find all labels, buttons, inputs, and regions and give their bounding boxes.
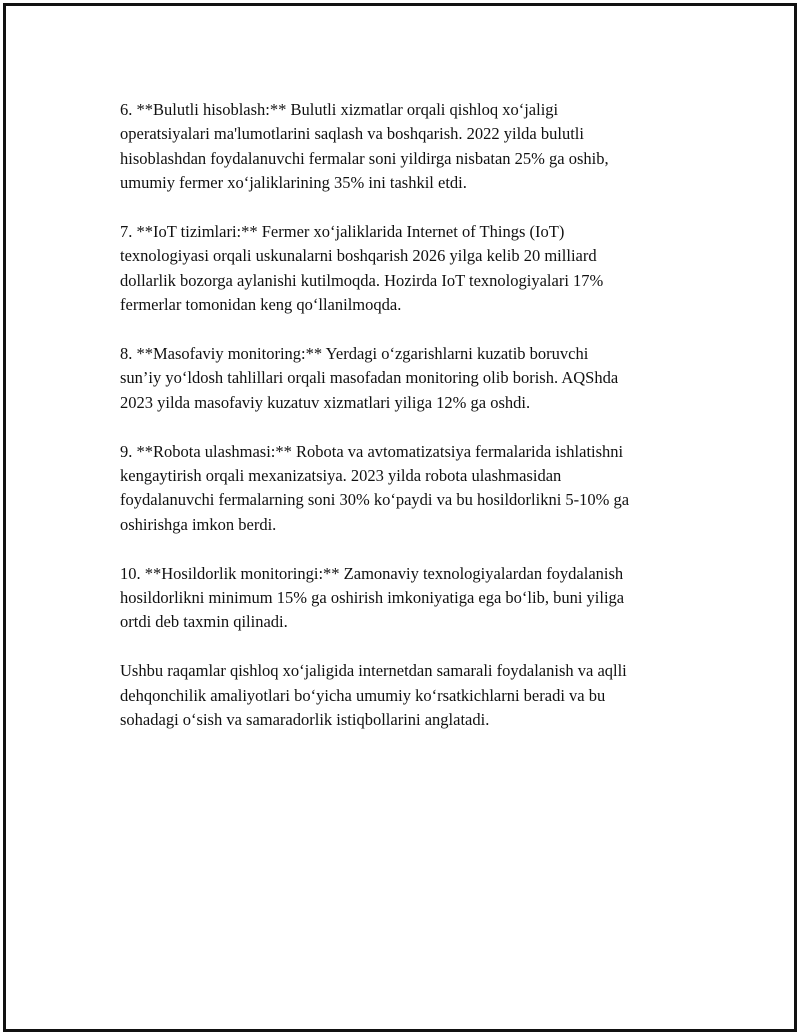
text-line: fermerlar tomonidan keng qo‘llanilmoqda.: [120, 295, 402, 315]
text-line: sun’iy yo‘ldosh tahlillari orqali masofadan monitoring olib borish. AQShda: [120, 368, 619, 388]
text-line: texnologiyasi orqali uskunalarni boshqarish 2026 yilga kelib 20 milliard: [120, 246, 597, 266]
paragraph-robotics: [120, 440, 700, 538]
text-line: hosildorlikni minimum 15% ga oshirish imkoniyatiga ega bo‘lib, buni yiliga: [120, 588, 625, 608]
text-line: foydalanuvchi fermalarning soni 30% ko‘paydi va bu hosildorlikni 5-10% ga: [120, 490, 630, 510]
text-line: dehqonchilik amaliyotlari bo‘yicha umumiy ko‘rsatkichlarni beradi va bu: [120, 685, 606, 705]
text-line: 8. **Masofaviy monitoring:** Yerdagi o‘zgarishlarni kuzatib boruvchi: [120, 344, 589, 364]
text-line: oshirishga imkon berdi.: [120, 514, 277, 534]
text-line: 9. **Robota ulashmasi:** Robota va avtomatizatsiya fermalarida ishlatishni: [120, 441, 624, 461]
page-frame: [3, 3, 797, 1032]
paragraph-remote-monitoring: [120, 342, 700, 415]
paragraph-yield-monitoring: [120, 562, 700, 635]
text-line: Ushbu raqamlar qishloq xo‘jaligida internetdan samarali foydalanish va aqlli: [120, 661, 627, 681]
text-line: kengaytirish orqali mexanizatsiya. 2023 yilda robota ulashmasidan: [120, 466, 562, 486]
text-line: ortdi deb taxmin qilinadi.: [120, 612, 288, 632]
text-line: dollarlik bozorga aylanishi kutilmoqda. Hozirda IoT texnologiyalari 17%: [120, 270, 604, 290]
paragraph-cloud-computing: [120, 98, 700, 196]
text-line: 6. **Bulutli hisoblash:** Bulutli xizmatlar orqali qishloq xo‘jaligi: [120, 100, 559, 119]
text-line: 7. **IoT tizimlari:** Fermer xo‘jaliklarida Internet of Things (IoT): [120, 222, 565, 242]
paragraph-iot-systems: [120, 220, 700, 318]
paragraph-conclusion: [120, 659, 700, 732]
text-line: 2023 yilda masofaviy kuzatuv xizmatlari yiliga 12% ga oshdi.: [120, 392, 531, 412]
text-line: umumiy fermer xo‘jaliklarining 35% ini tashkil etdi.: [120, 173, 467, 193]
text-line: 10. **Hosildorlik monitoringi:** Zamonaviy texnologiyalardan foydalanish: [120, 563, 624, 583]
document-body: [120, 98, 700, 757]
text-line: sohadagi o‘sish va samaradorlik istiqbollarini anglatadi.: [120, 710, 490, 730]
text-line: hisoblashdan foydalanuvchi fermalar soni yildirga nisbatan 25% ga oshib,: [120, 148, 609, 168]
text-line: operatsiyalari ma'lumotlarini saqlash va boshqarish. 2022 yilda bulutli: [120, 124, 584, 144]
